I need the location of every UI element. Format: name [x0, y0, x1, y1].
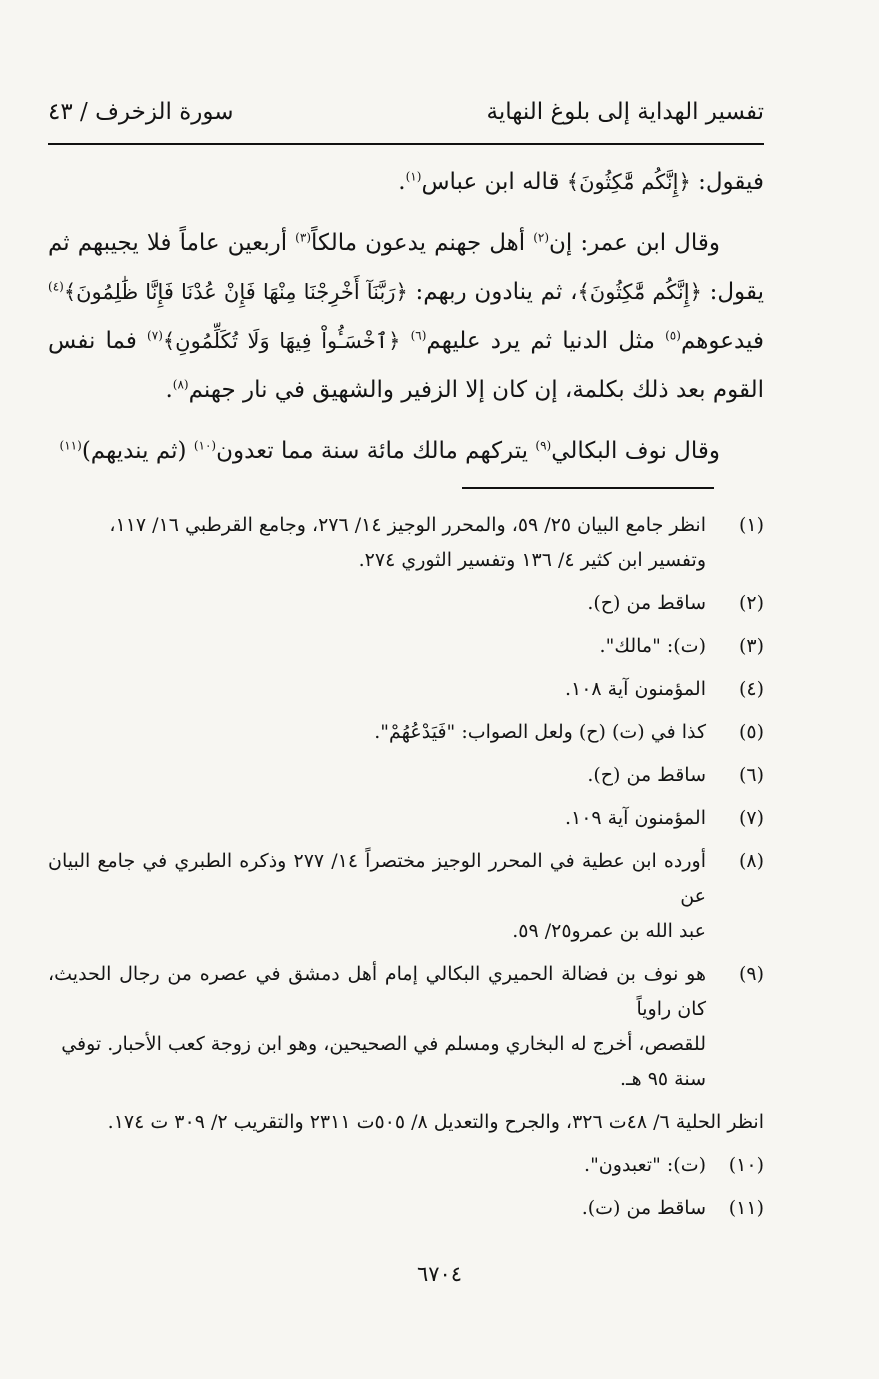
text: وقال ابن عمر: إن — [549, 230, 720, 256]
quran-verse: ﴿إِنَّكُم مَّٰكِثُونَ﴾ — [566, 170, 691, 194]
footnote-text — [48, 957, 706, 1097]
footnote-marker: (٣) — [295, 230, 311, 245]
quran-verse: ﴿ٱخْسَـُٔواْ فِيهَا وَلَا تُكَلِّمُونِ﴾ — [162, 329, 401, 353]
footnote-line: انظر جامع البيان ٢٥/ ٥٩، والمحرر الوجيز ١٤/ ٢٧٦، وجامع القرطبي ١٦/ ١١٧، — [109, 514, 706, 536]
footnote-marker: (١١) — [59, 438, 82, 453]
footnote-text — [48, 801, 706, 836]
text — [400, 328, 410, 354]
footnote-line: هو نوف بن فضالة الحميري البكالي إمام أهل دمشق في عصره من رجال الحديث، كان راوياً — [48, 963, 706, 1020]
footnote — [48, 801, 764, 836]
footnote-number: (٥) — [738, 721, 764, 743]
footnote — [48, 1148, 764, 1183]
footnote — [48, 672, 764, 707]
text: وقال نوف البكالي — [551, 438, 720, 464]
footnote-line: عبد الله بن عمرو٢٥/ ٥٩. — [512, 920, 706, 942]
footnotes — [48, 508, 764, 1234]
footnote-9-continuation: انظر الحلية ٦/ ٤٨ت ٣٢٦، والجرح والتعديل ٨/ ٥٠٥ت ٢٣١١ والتقريب ٢/ ٣٠٩ ت ١٧٤. — [107, 1111, 764, 1133]
text: أهل جهنم يدعون مالكاً — [311, 230, 534, 256]
footnote-line: وتفسير ابن كثير ٤/ ١٣٦ وتفسير الثوري ٢٧٤. — [358, 549, 706, 571]
text: . — [165, 377, 173, 403]
footnote-number: (١٠) — [728, 1154, 764, 1176]
quran-verse: ﴿إِنَّكُم مَّٰكِثُونَ﴾ — [577, 280, 702, 304]
footnote-line: للقصص، أخرج له البخاري ومسلم في الصحيحين، وهو ابن زوجة كعب الأحبار. توفي — [61, 1033, 706, 1055]
footnote — [48, 629, 764, 664]
footnote — [48, 957, 764, 1097]
footnote-line: ساقط من (ت). — [581, 1197, 706, 1219]
footnote-line: سنة ٩٥ هـ. — [620, 1068, 706, 1090]
text: يتركهم مالك مائة سنة مما تعدون — [216, 438, 536, 464]
footnote-marker: (٤) — [48, 279, 64, 294]
footnote-text — [48, 672, 706, 707]
footnote — [48, 586, 764, 621]
footnote — [48, 508, 764, 578]
text: فيقول: — [690, 169, 764, 195]
footnote-number: (٦) — [738, 764, 764, 786]
footnote-text — [48, 715, 706, 750]
footnote-marker: (٩) — [535, 438, 552, 453]
footnote-marker: (٦) — [410, 328, 427, 343]
footnote-number: (٣) — [738, 635, 764, 657]
header-rule — [48, 143, 764, 145]
paragraph-2 — [48, 219, 764, 415]
footnote-line: كذا في (ت) (ح) ولعل الصواب: "فَيَدْعُهُمْ". — [374, 721, 706, 743]
footnote-line: أورده ابن عطية في المحرر الوجيز مختصراً ١٤/ ٢٧٧ وذكره الطبري في جامع البيان عن — [48, 850, 706, 907]
footnote-number: (١) — [738, 514, 764, 536]
footnote — [48, 758, 764, 793]
footnote-number: (٨) — [738, 850, 764, 872]
footnote-marker: (٧) — [147, 328, 163, 343]
footnote-list-tail — [48, 1148, 764, 1226]
text: . — [398, 169, 406, 195]
book-title: تفسير الهداية إلى بلوغ النهاية — [486, 99, 764, 125]
footnote-marker: (٢) — [533, 230, 550, 245]
footnote-marker: (١) — [405, 169, 422, 184]
quran-verse: ﴿رَبَّنَآ أَخْرِجْنَا مِنْهَا فَإِنْ عُدْنَا فَإِنَّا ظَٰلِمُونَ﴾ — [63, 280, 408, 304]
footnote-marker: (١٠) — [193, 438, 217, 453]
paragraph-3 — [48, 427, 764, 476]
text: قاله ابن عباس — [421, 169, 567, 195]
paragraph-1 — [48, 158, 764, 207]
footnote-line: المؤمنون آية ١٠٨. — [564, 678, 706, 700]
footnote-list — [48, 508, 764, 1097]
footnote-text — [48, 758, 706, 793]
footnote-number: (٩) — [738, 963, 764, 985]
text: (ثم ينديهم) — [81, 438, 194, 464]
running-header — [48, 92, 764, 132]
main-text — [48, 158, 764, 488]
text: فيدعوهم — [680, 328, 764, 354]
page-number: ٦٧٠٤ — [416, 1262, 463, 1286]
footnote-text — [48, 629, 706, 664]
footnote-number: (٧) — [738, 807, 764, 829]
footnote-line: (ت): "مالك". — [599, 635, 706, 657]
footnote-line: المؤمنون آية ١٠٩. — [564, 807, 706, 829]
footnote-line: ساقط من (ح). — [587, 592, 706, 614]
footnote — [48, 1191, 764, 1226]
footnote-text — [48, 586, 706, 621]
footnote — [48, 844, 764, 949]
footnote-separator — [462, 487, 714, 489]
footnote — [48, 715, 764, 750]
footnote-text — [48, 1191, 706, 1226]
footnote-number: (٤) — [738, 678, 764, 700]
text: ، ثم ينادون ربهم: — [407, 279, 578, 305]
footnote-text — [48, 844, 706, 949]
footnote-line: (ت): "تعبدون". — [584, 1154, 706, 1176]
text: مثل الدنيا ثم يرد عليهم — [426, 328, 666, 354]
surah-label: سورة الزخرف / ٤٣ — [48, 99, 234, 125]
footnote-number: (١١) — [728, 1197, 764, 1219]
footnote-text — [48, 508, 706, 578]
text: فما نفس القوم بعد ذلك بكلمة، إن كان إلا الزفير والشهيق في نار جهنم — [48, 328, 764, 403]
footnote-line: ساقط من (ح). — [587, 764, 706, 786]
footnote-marker: (٥) — [665, 328, 681, 343]
footnote-text — [48, 1148, 706, 1183]
text: أربعين عاماً فلا يجيبهم ثم يقول: — [48, 230, 764, 305]
footnote-number: (٢) — [738, 592, 764, 614]
footnote-marker: (٨) — [172, 377, 189, 392]
